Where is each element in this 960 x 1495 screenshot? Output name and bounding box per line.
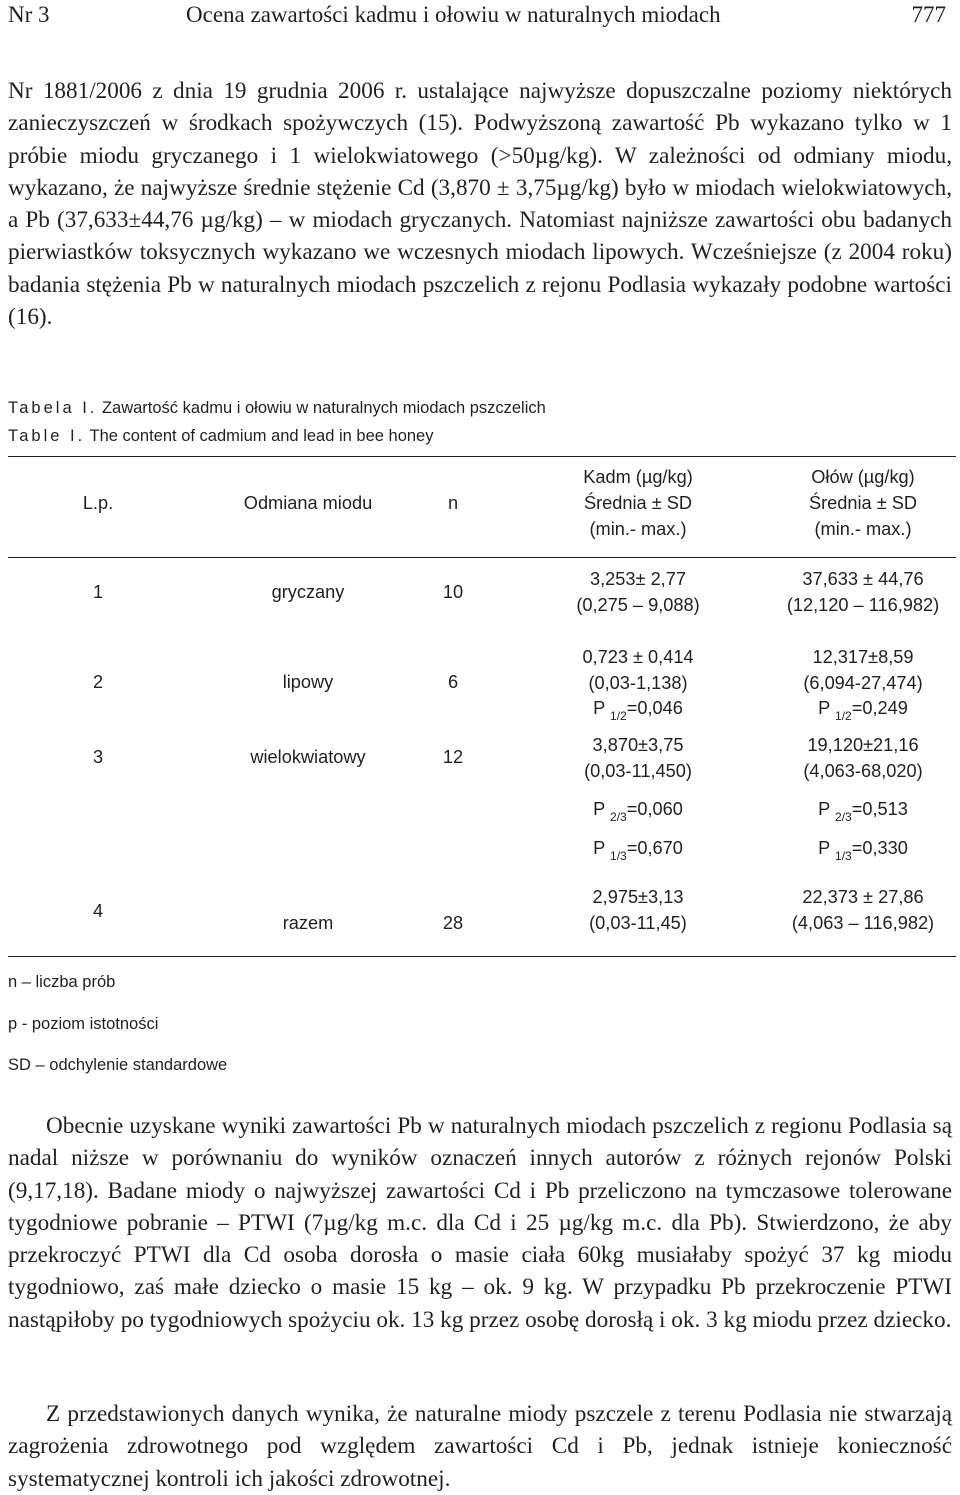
p13-pb: [738, 836, 960, 863]
row1-lp: 1: [92, 582, 104, 602]
p23-pb: [738, 797, 960, 824]
header-cd-stat: Średnia ± SD: [583, 493, 693, 513]
p-letter: P: [818, 799, 830, 819]
row3-pb-range: (4,063-68,020): [803, 761, 923, 781]
row3-variety: wielokwiatowy: [250, 747, 366, 767]
row4-cd-mean: 2,975±3,13: [592, 887, 684, 907]
header-n: n: [447, 493, 459, 513]
table-caption-pl: [8, 398, 546, 418]
p13-cd: [518, 836, 758, 863]
row3-lp: 3: [92, 747, 104, 767]
row2-n: 6: [447, 672, 459, 692]
row3-cd-range: (0,03-11,450): [584, 761, 692, 781]
row4-pb-mean: 22,373 ± 27,86: [802, 887, 924, 907]
p13-cd-value: =0,670: [626, 838, 683, 858]
issue-number: Nr 3: [8, 2, 50, 27]
body-paragraph-1: Nr 1881/2006 z dnia 19 grudnia 2006 r. ustalające najwyższe dopuszczalne poziomy niektórych zanieczyszczeń w środkach spożywczych (15). Podwyższoną zawartość Pb wykazano tylko w 1 próbie miodu gryczanego i 1 wielokwiatowego (>50µg/kg). W zależności od odmiany miodu, wykazano, że najwyższe średnie stężenie Cd (3,870 ± 3,75µg/kg) było w miodach wielokwiatowych, a Pb (37,633±44,76 µg/kg) – w miodach gryczanych. Natomiast najniższe zawartości obu badanych pierwiastków toksycznych wykazano we wczesnych miodach lipowych. Wcześniejsze (z 2004 roku) badania stężenia Pb w naturalnych miodach pszczelich z rejonu Podlasia wykazały podobne wartości (16).: [8, 78, 952, 331]
p-subscript: 1/2: [835, 709, 852, 723]
row2-pb-mean: 12,317±8,59: [812, 647, 914, 667]
table-title-pl: Zawartość kadmu i ołowiu w naturalnych miodach pszczelich: [97, 399, 546, 417]
row1-pb-mean: 37,633 ± 44,76: [802, 569, 924, 589]
article-running-title: Ocena zawartości kadmu i ołowiu w naturalnych miodach: [186, 2, 721, 27]
row2-cd-mean: 0,723 ± 0,414: [582, 647, 694, 667]
p12-cd: [518, 696, 758, 723]
note-p: p - poziom istotności: [8, 1015, 159, 1033]
row4-pb-range: (4,063 – 116,982): [791, 913, 935, 933]
running-head: [8, 2, 952, 32]
p-letter: P: [818, 698, 830, 718]
row1-cd-mean: 3,253± 2,77: [590, 569, 686, 589]
header-variety: Odmiana miodu: [243, 493, 373, 513]
p-letter: P: [593, 799, 605, 819]
row1-n: 10: [442, 582, 464, 602]
p-subscript: 1/3: [835, 849, 852, 863]
header-pb-range: (min.- max.): [814, 519, 912, 539]
header-cd-range: (min.- max.): [589, 519, 687, 539]
table-top-rule: [8, 456, 956, 457]
p-subscript: 2/3: [835, 810, 852, 824]
p-letter: P: [593, 838, 605, 858]
body-paragraph-2: Obecnie uzyskane wyniki zawartości Pb w naturalnych miodach pszczelich z regionu Podlasia są nadal niższe w porównaniu do wyników oznaczeń innych autorów z różnych rejonów Polski (9,17,18). Badane miody o najwyższej zawartości Cd i Pb przeliczono na tymczasowe tolerowane tygodniowe pobranie – PTWI (7µg/kg m.c. dla Cd i 25 µg/kg m.c. dla Pb). Stwierdzono, że aby przekroczyć PTWI dla Cd osoba dorosła o masie ciała 60kg musiałaby spożyć 37 kg miodu tygodniowo, zaś małe dziecko o masie 15 kg – ok. 9 kg. W przypadku Pb przekroczenie PTWI nastąpiłoby po tygodniowych spożyciu ok. 13 kg przez osobę dorosłą i ok. 3 kg miodu przez dziecko.: [8, 1113, 952, 1333]
header-lp: L.p.: [82, 493, 114, 513]
note-n: n – liczba prób: [8, 973, 116, 991]
data-table: [8, 456, 956, 958]
table-header-rule: [8, 557, 956, 558]
row2-lp: 2: [92, 672, 104, 692]
page-number: 777: [911, 2, 946, 27]
row1-cd-range: (0,275 – 9,088): [576, 595, 700, 615]
table-bottom-rule: [8, 956, 956, 957]
p23-cd-value: =0,060: [626, 799, 683, 819]
row1-pb-range: (12,120 – 116,982): [786, 595, 940, 615]
row2-variety: lipowy: [282, 672, 334, 692]
row1-variety: gryczany: [271, 582, 345, 602]
row2-pb-range: (6,094-27,474): [803, 673, 923, 693]
table-label-en: Table I.: [8, 427, 86, 445]
body-paragraph-3: Z przedstawionych danych wynika, że naturalne miody pszczele z terenu Podlasia nie stwarzają zagrożenia zdrowotnego pod względem zawartości Cd i Pb, jednak istnieje konieczność systematycznej kontroli ich jakości zdrowotnej.: [8, 1401, 952, 1492]
row3-cd-mean: 3,870±3,75: [592, 735, 684, 755]
row4-n: 28: [442, 913, 464, 933]
header-pb-title: Ołów (µg/kg): [811, 467, 915, 487]
p-letter: P: [818, 838, 830, 858]
p12-pb-value: =0,249: [851, 698, 908, 718]
row4-lp: 4: [92, 901, 104, 921]
p23-cd: [518, 797, 758, 824]
row3-n: 12: [442, 747, 464, 767]
table-caption-en: [8, 426, 433, 446]
row4-cd-range: (0,03-11,45): [589, 913, 687, 933]
p12-pb: [738, 696, 960, 723]
header-pb-stat: Średnia ± SD: [808, 493, 918, 513]
p23-pb-value: =0,513: [851, 799, 908, 819]
row3-pb-mean: 19,120±21,16: [807, 735, 919, 755]
header-cd-title: Kadm (µg/kg): [583, 467, 693, 487]
table-title-en: The content of cadmium and lead in bee honey: [85, 427, 434, 445]
p-subscript: 1/3: [610, 849, 627, 863]
p-letter: P: [593, 698, 605, 718]
p-subscript: 2/3: [610, 810, 627, 824]
note-sd: SD – odchylenie standardowe: [8, 1056, 228, 1074]
p-subscript: 1/2: [610, 709, 627, 723]
p13-pb-value: =0,330: [851, 838, 908, 858]
row2-cd-range: (0,03-1,138): [588, 673, 688, 693]
p12-cd-value: =0,046: [626, 698, 683, 718]
row4-variety: razem: [282, 913, 334, 933]
table-label-pl: Tabela I.: [8, 399, 98, 417]
